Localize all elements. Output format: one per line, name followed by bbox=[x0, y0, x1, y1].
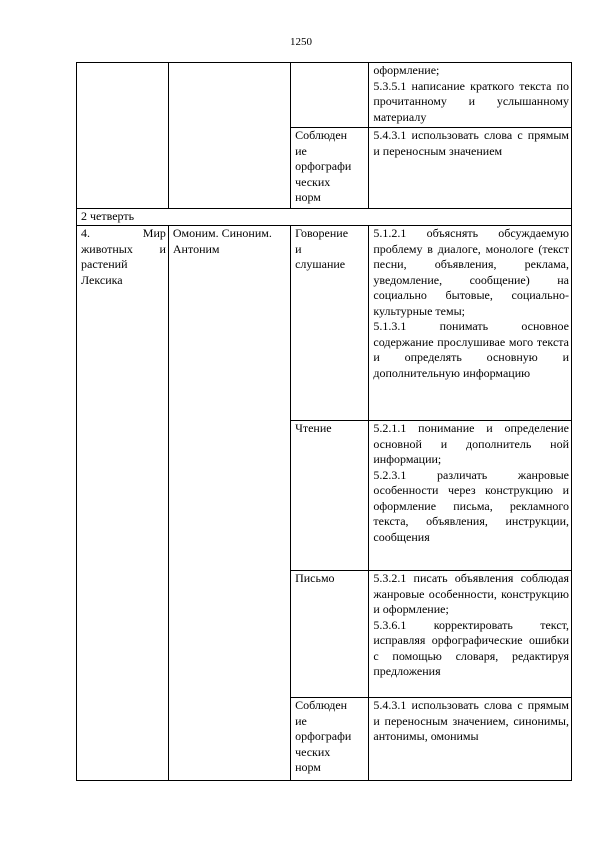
table-row bbox=[77, 226, 572, 421]
table-row bbox=[77, 63, 572, 128]
objective-text: 5.2.3.1 различать жанровые особенности через конструкцию и оформление письма, рекламного текста, объявления, инструкции, сообщения bbox=[373, 467, 569, 544]
section-cell bbox=[77, 63, 169, 209]
objectives-cell bbox=[369, 226, 572, 421]
objective-text: 5.4.3.1 использовать слова с прямым и переносным значением bbox=[373, 128, 569, 158]
curriculum-table bbox=[76, 62, 572, 781]
topic-cell: Омоним. Синоним. Антоним bbox=[168, 226, 290, 781]
objective-text: 5.1.2.1 объяснять обсуждаемую проблему в диалоге, монологе (текст песни, объявления, реклама, уведомление, сообщение) на социально бытовые, социально-культурные темы; bbox=[373, 226, 569, 318]
quarter-label: 2 четверть bbox=[77, 209, 572, 226]
quarter-row bbox=[77, 209, 572, 226]
objectives-cell bbox=[369, 128, 572, 209]
topic-cell bbox=[168, 63, 290, 209]
objective-text: 5.1.3.1 понимать основное содержание прослушивае мого текста и определять основную и дополнительную информацию bbox=[373, 319, 569, 380]
section-cell: 4. Мир животных и растений Лексика bbox=[77, 226, 169, 781]
objective-text: 5.3.5.1 написание краткого текста по прочитанному и услышанному материалу bbox=[373, 78, 569, 124]
objectives-cell bbox=[369, 571, 572, 698]
skill-cell: Соблюден ие орфографи ческих норм bbox=[291, 128, 369, 209]
skill-cell: Говорение и слушание bbox=[291, 226, 369, 421]
objective-text: 5.3.6.1 корректировать текст, исправляя орфографические ошибки с помощью словаря, редактируя предложения bbox=[373, 617, 569, 678]
skill-cell: Письмо bbox=[291, 571, 369, 698]
page-number: 1250 bbox=[290, 36, 312, 48]
objective-text: 5.2.1.1 понимание и определение основной и дополнитель ной информации; bbox=[373, 421, 569, 466]
skill-cell: Чтение bbox=[291, 421, 369, 571]
objectives-cell bbox=[369, 698, 572, 781]
skill-cell bbox=[291, 63, 369, 128]
objective-text: 5.4.3.1 использовать слова с прямым и переносным значением, синонимы, антонимы, омонимы bbox=[373, 698, 569, 743]
skill-cell: Соблюден ие орфографи ческих норм bbox=[291, 698, 369, 781]
objectives-cell bbox=[369, 421, 572, 571]
objective-text: 5.3.2.1 писать объявления соблюдая жанровые особенности, конструкцию и оформление; bbox=[373, 571, 569, 616]
objectives-cell bbox=[369, 63, 572, 128]
objective-text: оформление; bbox=[373, 63, 440, 77]
